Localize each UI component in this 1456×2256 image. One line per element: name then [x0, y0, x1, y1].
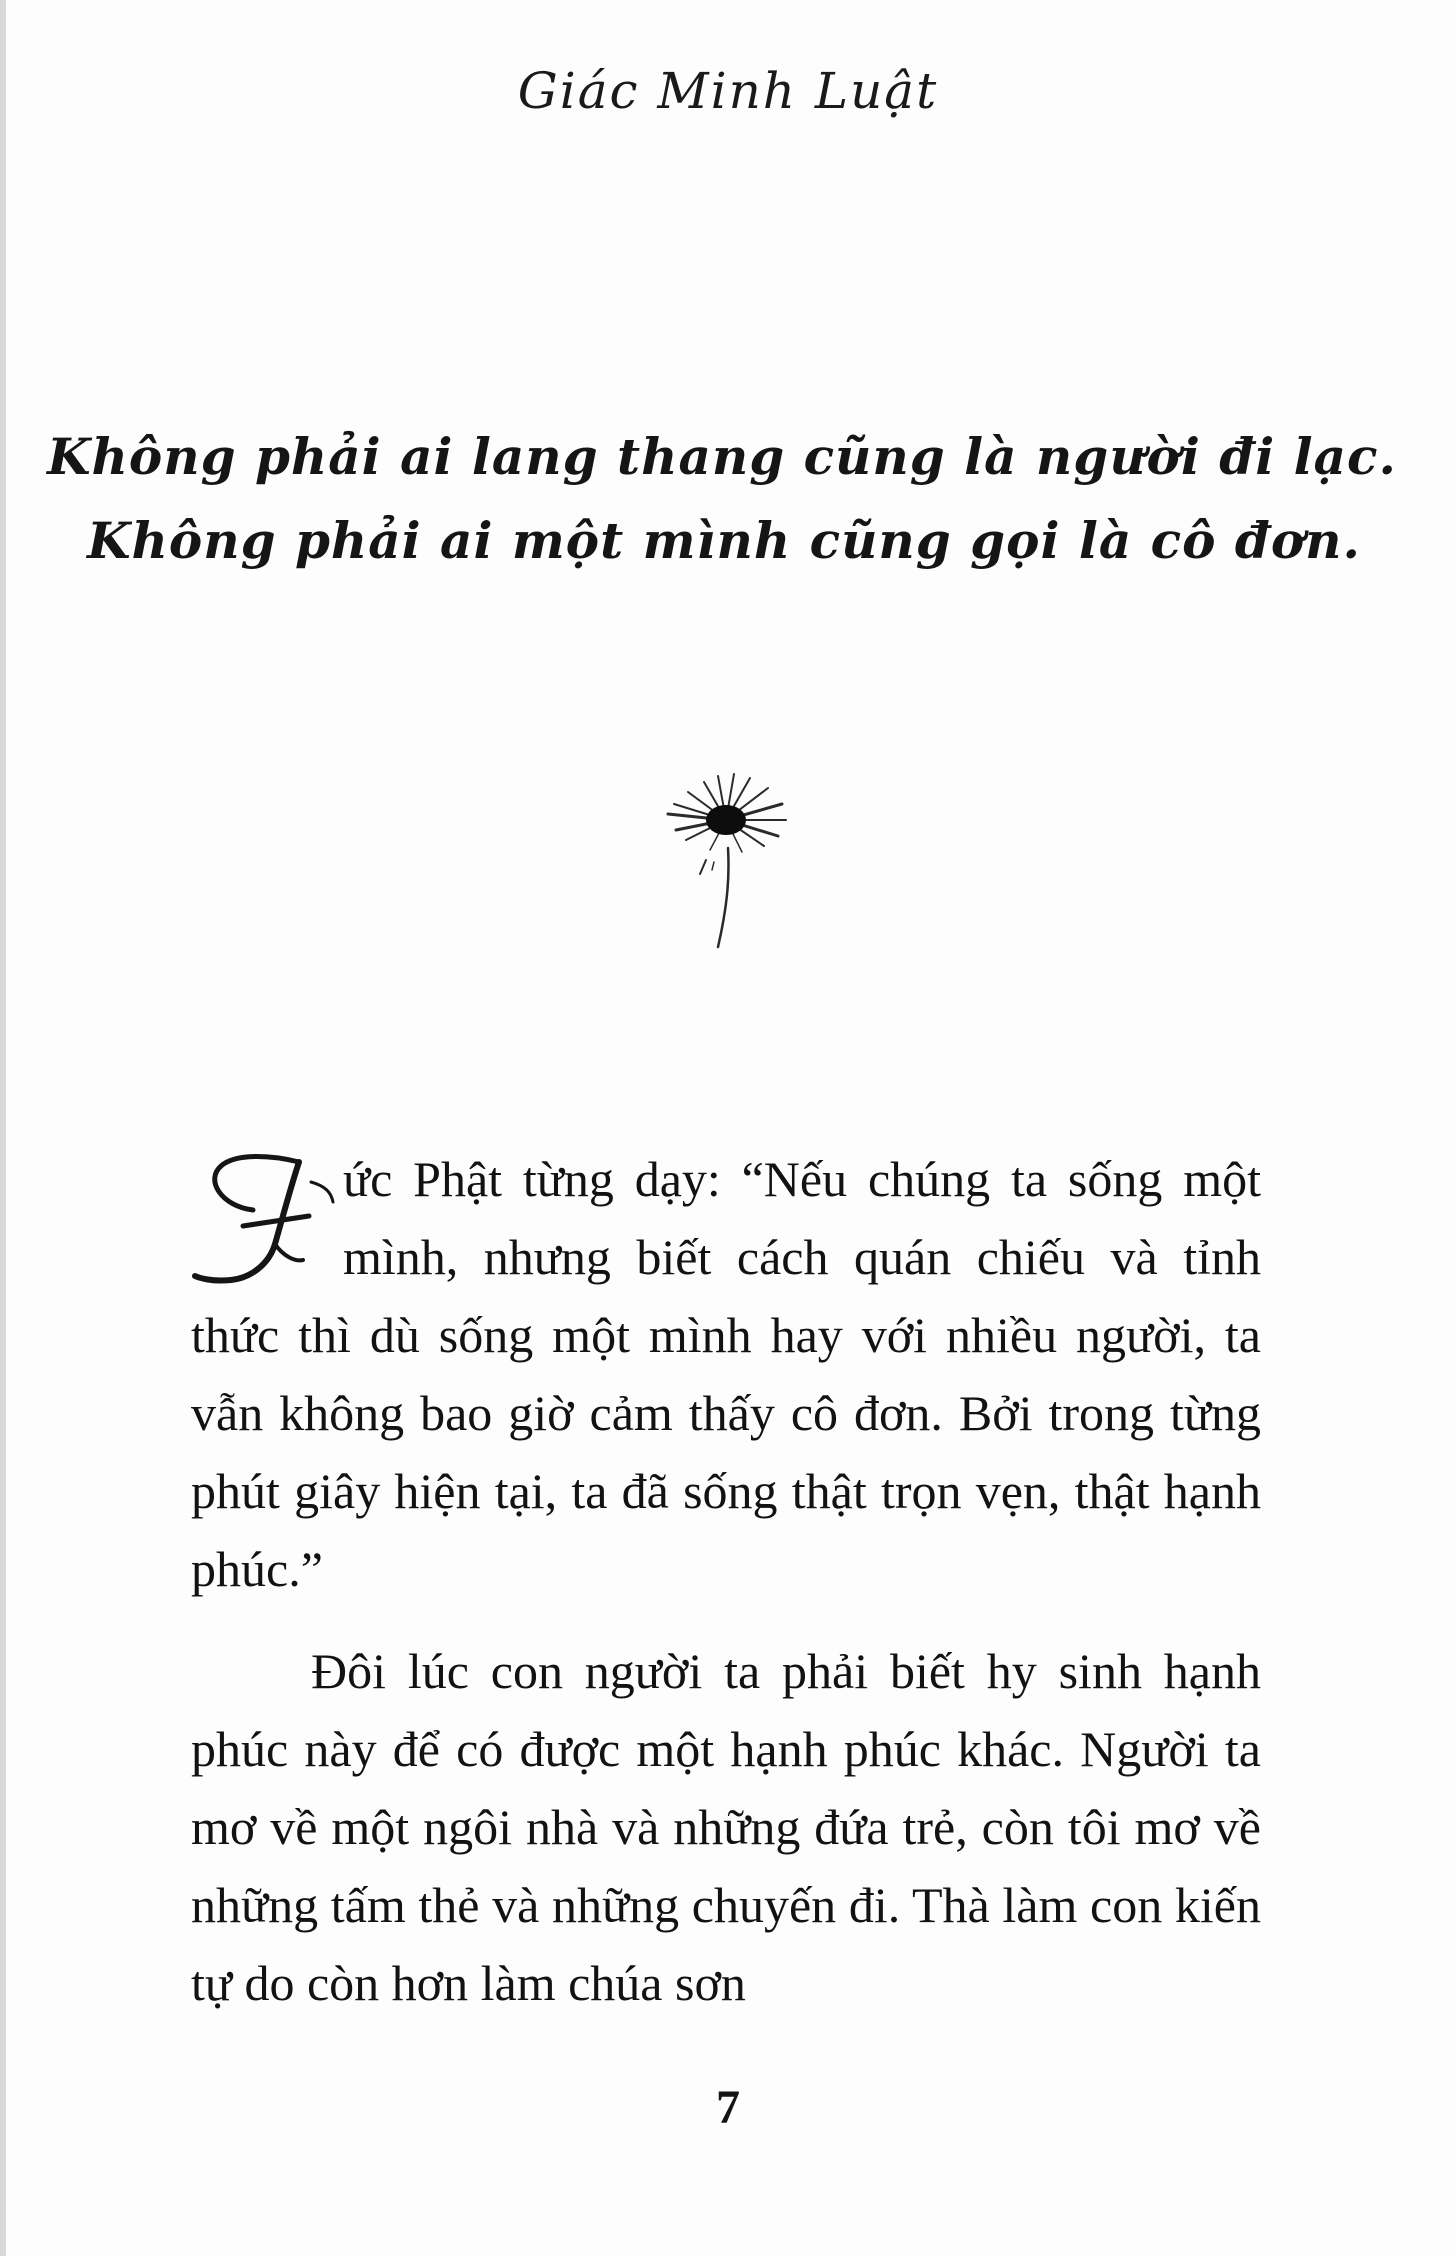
- paragraph-1: [191, 1140, 1261, 1608]
- paragraph-1-text: ức Phật từng dạy: “Nếu chúng ta sống một mình, nhưng biết cách quán chiếu và tỉnh thức thì dù sống một mình hay với nhiều người, ta vẫn không bao giờ cảm thấy cô đơn. Bởi trong từng phút giây hiện tại, ta đã sống thật trọn vẹn, thật hạnh phúc.”: [191, 1151, 1261, 1597]
- epigraph-line-1: Không phải ai lang thang cũng là người đi lạc.: [47, 427, 1397, 486]
- drop-cap-letter: [191, 1146, 341, 1296]
- running-header-title: Giác Minh Luật: [517, 62, 939, 120]
- body-text: [191, 1140, 1261, 2022]
- daisy-flower-icon: [646, 752, 806, 952]
- page-number: 7: [716, 2081, 740, 2134]
- epigraph: [0, 415, 1456, 583]
- page-edge: [0, 0, 6, 2256]
- epigraph-line-2: Không phải ai một mình cũng gọi là cô đơn.: [87, 511, 1361, 570]
- paragraph-2: Đôi lúc con người ta phải biết hy sinh hạnh phúc này để có được một hạnh phúc khác. Người ta mơ về một ngôi nhà và những đứa trẻ, còn tôi mơ về những tấm thẻ và những chuyến đi. Thà làm con kiến tự do còn hơn làm chúa sơn: [191, 1643, 1261, 2011]
